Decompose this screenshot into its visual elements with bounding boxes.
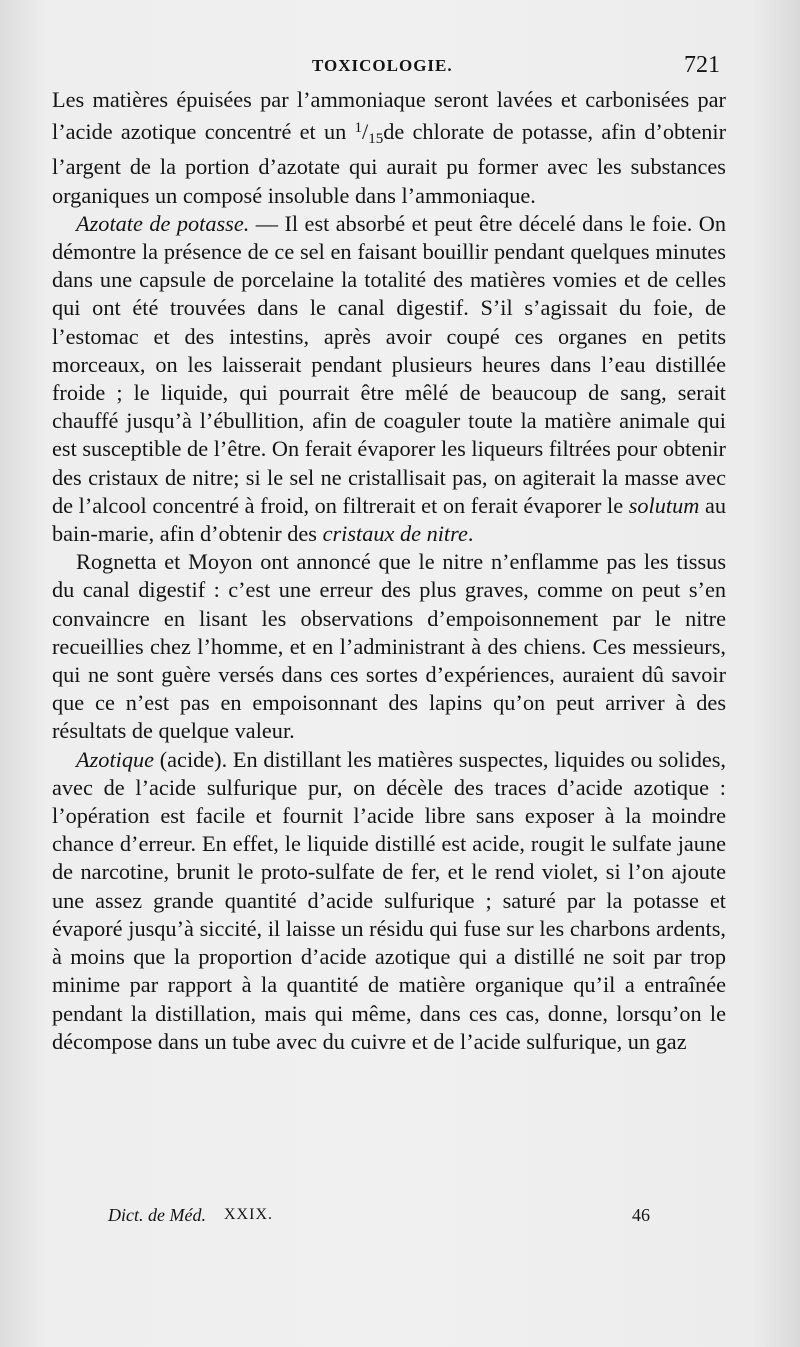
paragraph-2-end: . — [467, 521, 474, 547]
running-title: TOXICOLOGIE. — [312, 56, 453, 75]
paragraph-2-middle: au bain-marie, afin d’obtenir des — [52, 492, 726, 547]
paragraph-1-end: de chlorate de potasse, afin d’obtenir l’argent de la portion d’azotate qui aurait pu former avec les substances organiques un composé insoluble dans l’ammoniaque. — [52, 119, 727, 208]
footer-volume: XXIX. — [224, 1206, 273, 1223]
entry-term-azotique: Azotique — [76, 746, 155, 772]
paragraph-3: Rognetta et Moyon ont annoncé que le nitre n’enflamme pas les tissus du canal digestif : c’est une erreur des plus graves, comme on peut s’en convaincre en lisant les observations d’empoisonnement par le nitre recueillies chez l’homme, et en l’administrant à des chiens. Ces messieurs, qui ne sont guère versés dans ces sortes d’expériences, auraient dû savoir que ce n’est pas en empoisonnant des lapins qu’on peut arriver à des résultats de quelque valeur. — [52, 549, 726, 744]
body-text — [52, 86, 726, 1056]
paragraph-2 — [52, 210, 726, 548]
paragraph-2-text: — Il est absorbé et peut être décelé dans le foie. On démontre la présence de ce sel en faisant bouillir pendant quelques minutes dans une capsule de porcelaine la totalité des matières vomies et de celles qui ont été trouvées dans le canal digestif. S’il s’agissait du foie, de l’estomac et des intestins, après avoir coupé ces organes en petits morceaux, on les laisserait pendant plusieurs heures dans l’eau distillée froide ; le liquide, qui pourrait être mêlé de beaucoup de sang, serait chauffé jusqu’à l’ébullition, afin de coaguler toute la matière animale qui est susceptible de l’être. On ferait évaporer les liqueurs filtrées pour obtenir des cristaux de nitre; si le sel ne cristallisait pas, on agiterait la masse avec de l’alcool concentré à froid, on filtrerait et on ferait évaporer le — [52, 210, 726, 518]
footer-signature: 46 — [632, 1205, 650, 1225]
fraction-numerator: 1 — [354, 120, 363, 137]
paragraph-4 — [52, 746, 726, 1056]
fraction-denominator: 15 — [368, 131, 384, 148]
paragraph-1 — [52, 86, 726, 210]
term-cristaux-de-nitre: cristaux de nitre — [322, 521, 468, 547]
entry-term-azotate-de-potasse: Azotate de potasse. — [76, 210, 250, 236]
fraction-one-fifteenth: $^1$/15 — [354, 119, 384, 148]
paragraph-1-start: Les matières épuisées par l’ammoniaque seront lavées et carbonisées par l’acide azotique concentré et un — [52, 87, 726, 145]
page-footer — [52, 1205, 726, 1231]
page-header — [80, 52, 720, 84]
term-solutum: solutum — [628, 492, 700, 518]
footer-journal: Dict. de Méd. — [108, 1205, 206, 1225]
paragraph-4-text: (acide). En distillant les matières suspectes, liquides ou solides, avec de l’acide sulfurique pur, on décèle des traces d’acide azotique : l’opération est facile et fournit l’acide libre sans exposer à la moindre chance d’erreur. En effet, le liquide distillé est acide, rougit le sulfate jaune de narcotine, brunit le proto-sulfate de fer, et le rend violet, si l’on ajoute une assez grande quantité d’acide sulfurique ; saturé par la potasse et évaporé jusqu’à siccité, il laisse un résidu qui fuse sur les charbons ardents, à moins que la proportion d’acide azotique qui a distillé ne soit par trop minime par rapport à la quantité de matière organique qu’il a entraînée pendant la distillation, mais qui même, dans ces cas, donne, lorsqu’on le décompose dans un tube avec du cuivre et de l’acide sulfurique, un gaz — [52, 746, 726, 1054]
page-number: 721 — [684, 52, 720, 78]
